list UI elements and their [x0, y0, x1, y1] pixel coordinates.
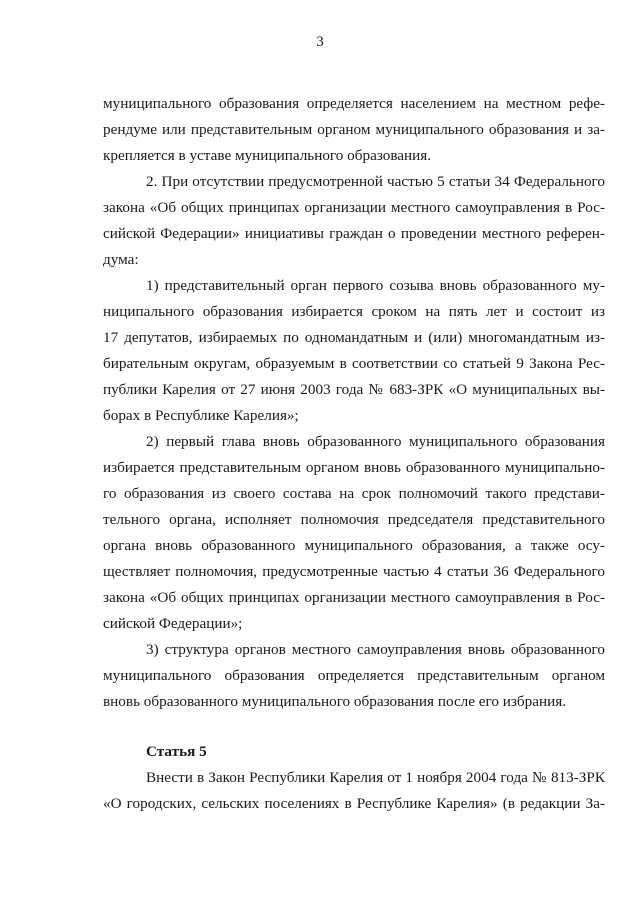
text-line: «О городских, сельских поселениях в Республике Карелия» (в редакции За- [103, 795, 605, 812]
text-line: муниципального образования определяется населением на местном рефе- [103, 95, 605, 112]
text-line: 3) структура органов местного самоуправления вновь образованного [146, 641, 605, 658]
text-line: ниципального образования избирается сроком на пять лет и состоит из [103, 303, 605, 320]
text-line: ществляет полномочия, предусмотренные частью 4 статьи 36 Федерального [103, 563, 605, 580]
text-line: 2. При отсутствии предусмотренной частью 5 статьи 34 Федерального [146, 173, 605, 190]
text-line: 2) первый глава вновь образованного муниципального образования [146, 433, 605, 450]
text-line: избирается представительным органом вновь образованного муниципально- [103, 459, 605, 476]
text-line: муниципального образования определяется представительным органом [103, 667, 605, 684]
text-line: публики Карелия от 27 июня 2003 года № 683-ЗРК «О муниципальных вы- [103, 381, 605, 398]
text-line: крепляется в уставе муниципального образования. [103, 147, 432, 164]
text-line: го образования из своего состава на срок полномочий такого представи- [103, 485, 605, 502]
text-line: тельного органа, исполняет полномочия председателя представительного [103, 511, 605, 528]
page-number: 3 [316, 34, 324, 50]
text-line: 1) представительный орган первого созыва вновь образованного му- [146, 277, 605, 294]
text-line: закона «Об общих принципах организации местного самоуправления в Рос- [103, 199, 605, 216]
text-line: 17 депутатов, избираемых по одномандатным и (или) многомандатным из- [103, 329, 605, 346]
text-line: органа вновь образованного муниципального образования, а также осу- [103, 537, 605, 554]
text-line: сийской Федерации»; [103, 615, 243, 632]
text-line: Внести в Закон Республики Карелия от 1 ноября 2004 года № 813-ЗРК [146, 769, 605, 786]
article-heading: Статья 5 [146, 743, 207, 760]
text-line: борах в Республике Карелия»; [103, 407, 299, 424]
text-line: бирательным округам, образуемым в соответствии со статьей 9 Закона Рес- [103, 355, 605, 372]
text-line: рендуме или представительным органом муниципального образования и за- [103, 121, 605, 138]
text-line: дума: [103, 251, 139, 268]
text-line: вновь образованного муниципального образования после его избрания. [103, 693, 567, 710]
text-line: сийской Федерации» инициативы граждан о проведении местного референ- [103, 225, 605, 242]
text-line: закона «Об общих принципах организации местного самоуправления в Рос- [103, 589, 605, 606]
